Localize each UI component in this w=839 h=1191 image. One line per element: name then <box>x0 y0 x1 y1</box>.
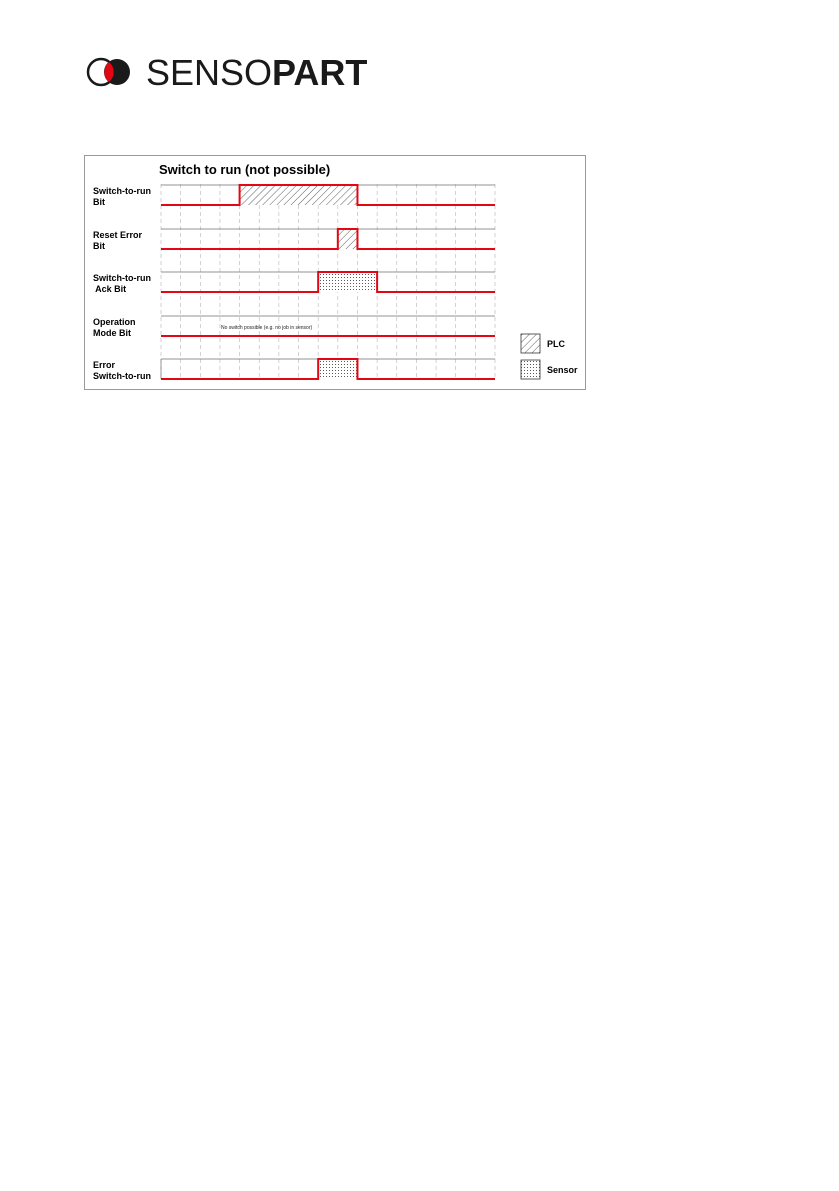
signal-label-line: Switch-to-run <box>93 186 151 196</box>
signal-label <box>93 230 143 251</box>
signal-label <box>93 186 151 207</box>
legend <box>521 334 578 379</box>
legend-item <box>521 334 566 353</box>
signal-label-line: Switch-to-run <box>93 371 151 381</box>
signal-pulse-fill <box>338 229 358 249</box>
signal-row <box>93 185 495 207</box>
signal-label-line: Error <box>93 360 116 370</box>
signal-label-line: Mode Bit <box>93 328 131 338</box>
signal-row <box>93 272 495 294</box>
signal-label-line: Reset Error <box>93 230 143 240</box>
legend-item <box>521 360 578 379</box>
logo-mark-icon <box>86 54 142 90</box>
logo-text-bold: PART <box>272 52 368 93</box>
signal-label <box>93 360 151 381</box>
diagram-title: Switch to run (not possible) <box>159 162 331 177</box>
signal-label-line: Ack Bit <box>93 284 127 294</box>
timing-diagram <box>85 156 585 389</box>
signal-pulse-fill <box>318 272 377 292</box>
logo-wordmark <box>146 52 367 94</box>
signal-label-line: Operation <box>93 317 136 327</box>
signal-row <box>93 316 495 338</box>
signal-rows <box>93 185 495 381</box>
signal-row <box>93 359 495 381</box>
legend-label: PLC <box>547 339 565 349</box>
logo-text-light: SENSO <box>146 52 273 93</box>
signal-label <box>93 273 151 294</box>
signal-trace <box>161 229 495 249</box>
signal-note: No switch possible (e.g. no job in sensor) <box>221 325 313 331</box>
signal-pulse-fill <box>318 359 357 379</box>
legend-swatch <box>521 334 540 353</box>
signal-label <box>93 317 136 338</box>
signal-label-line: Switch-to-run <box>93 273 151 283</box>
timing-diagram-figure <box>84 155 586 390</box>
signal-pulse-fill <box>240 185 358 205</box>
signal-label-line: Bit <box>93 197 105 207</box>
signal-label-line: Bit <box>93 241 105 251</box>
sensopart-logo <box>86 52 368 93</box>
legend-label: Sensor <box>547 365 578 375</box>
signal-row <box>93 229 495 251</box>
legend-swatch <box>521 360 540 379</box>
